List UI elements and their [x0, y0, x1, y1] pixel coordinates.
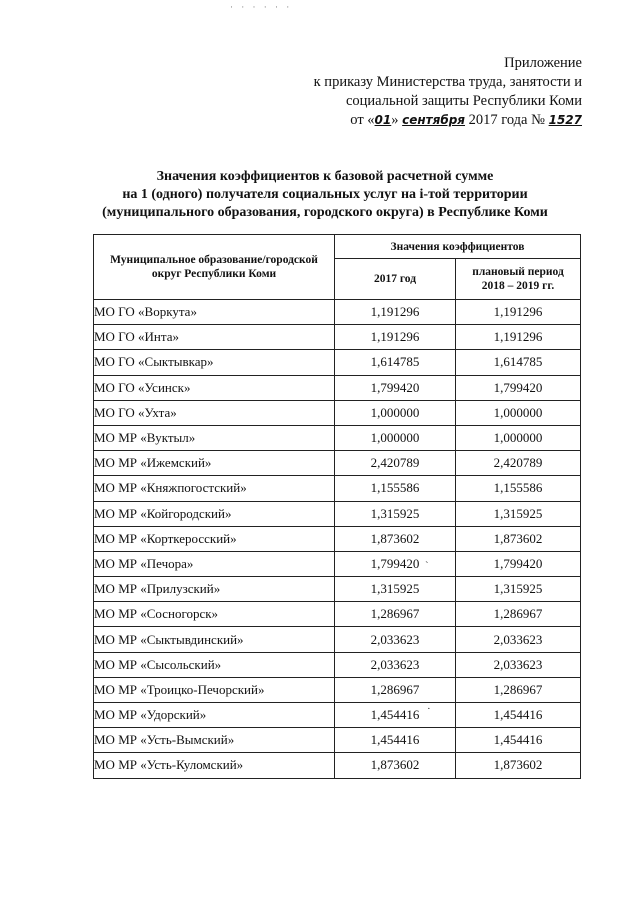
header-coefficients: Значения коэффициентов: [335, 235, 581, 259]
value-2017-cell: 2,420789: [335, 451, 456, 476]
value-plan-cell: 1,000000: [456, 400, 581, 425]
value-plan-cell: 1,799420: [456, 551, 581, 576]
header-2017: 2017 год: [335, 259, 456, 300]
table-row: [94, 375, 581, 400]
table-row: [94, 703, 581, 728]
value-plan-cell: 2,033623: [456, 652, 581, 677]
municipality-cell: МО МР «Корткеросский»: [94, 526, 335, 551]
table-row: [94, 400, 581, 425]
value-plan-cell: 1,286967: [456, 677, 581, 702]
value-plan-cell: 1,799420: [456, 375, 581, 400]
table-row: [94, 728, 581, 753]
table-row: [94, 476, 581, 501]
value-2017-cell: 1,286967: [335, 677, 456, 702]
table-row: [94, 677, 581, 702]
value-plan-cell: 1,454416: [456, 728, 581, 753]
value-2017-cell: 1,873602: [335, 526, 456, 551]
value-plan-cell: 1,191296: [456, 300, 581, 325]
title-line-2: на 1 (одного) получателя социальных услуг на i-той территории: [122, 187, 528, 202]
municipality-cell: МО МР «Ижемский»: [94, 451, 335, 476]
value-2017-cell: 2,033623: [335, 627, 456, 652]
value-2017-cell: 1,799420: [335, 551, 456, 576]
header-plan-line2: 2018 – 2019 гг.: [481, 280, 555, 292]
municipality-cell: МО МР «Печора»: [94, 551, 335, 576]
value-2017-cell: 1,000000: [335, 400, 456, 425]
appendix-header: [242, 54, 582, 130]
municipality-cell: МО МР «Койгородский»: [94, 501, 335, 526]
municipality-cell: МО ГО «Воркута»: [94, 300, 335, 325]
appendix-ministry: социальной защиты Республики Коми: [345, 93, 582, 109]
municipality-cell: МО МР «Княжпогостский»: [94, 476, 335, 501]
table-row: [94, 577, 581, 602]
header-municipality: Муниципальное образование/городской округ Республики Коми: [94, 235, 335, 300]
table-body: [94, 300, 581, 779]
municipality-cell: МО МР «Сысольский»: [94, 652, 335, 677]
table-row: [94, 652, 581, 677]
municipality-cell: МО ГО «Усинск»: [94, 375, 335, 400]
municipality-cell: МО ГО «Сыктывкар»: [94, 350, 335, 375]
table-row: [94, 753, 581, 778]
municipality-cell: МО ГО «Ухта»: [94, 400, 335, 425]
value-2017-cell: 1,286967: [335, 602, 456, 627]
value-plan-cell: 1,286967: [456, 602, 581, 627]
table-row: [94, 551, 581, 576]
value-plan-cell: 1,191296: [456, 325, 581, 350]
table-row: [94, 602, 581, 627]
value-2017-cell: 2,033623: [335, 652, 456, 677]
municipality-cell: МО МР «Сосногорск»: [94, 602, 335, 627]
value-plan-cell: 1,155586: [456, 476, 581, 501]
municipality-cell: МО МР «Прилузский»: [94, 577, 335, 602]
value-2017-cell: 1,315925: [335, 577, 456, 602]
title-line-3: (муниципального образования, городского округа) в Республике Коми: [102, 205, 548, 220]
title-line-1: Значения коэффициентов к базовой расчетной сумме: [156, 169, 494, 184]
municipality-cell: МО МР «Усть-Куломский»: [94, 753, 335, 778]
value-plan-cell: 1,614785: [456, 350, 581, 375]
document-title: [60, 168, 590, 222]
table-row: [94, 451, 581, 476]
value-2017-cell: 1,873602: [335, 753, 456, 778]
value-2017-cell: 1,454416: [335, 703, 456, 728]
date-year: 2017 года №: [468, 112, 545, 128]
value-plan-cell: 1,454416: [456, 703, 581, 728]
value-plan-cell: 1,873602: [456, 753, 581, 778]
value-2017-cell: 1,454416: [335, 728, 456, 753]
header-plan-period: [456, 259, 581, 300]
table-row: [94, 526, 581, 551]
date-day: 01: [374, 113, 392, 127]
value-2017-cell: 1,000000: [335, 425, 456, 450]
table-row: [94, 425, 581, 450]
municipality-cell: МО ГО «Инта»: [94, 325, 335, 350]
value-2017-cell: 1,799420: [335, 375, 456, 400]
header-plan-line1: плановый период: [472, 266, 564, 278]
value-plan-cell: 1,315925: [456, 577, 581, 602]
table-row: [94, 325, 581, 350]
value-2017-cell: 1,191296: [335, 325, 456, 350]
value-2017-cell: 1,191296: [335, 300, 456, 325]
value-2017-cell: 1,155586: [335, 476, 456, 501]
table-row: [94, 350, 581, 375]
scan-speck: ·: [427, 703, 431, 715]
appendix-order-ref: к приказу Министерства труда, занятости и: [313, 74, 582, 90]
municipality-cell: МО МР «Вуктыл»: [94, 425, 335, 450]
table-row: [94, 300, 581, 325]
municipality-cell: МО МР «Удорский»: [94, 703, 335, 728]
table-row: [94, 501, 581, 526]
municipality-cell: МО МР «Усть-Вымский»: [94, 728, 335, 753]
scan-speck: ˋ: [425, 560, 429, 572]
coefficients-table: [93, 234, 581, 779]
date-mid: »: [391, 112, 399, 128]
value-2017-cell: 1,614785: [335, 350, 456, 375]
order-number: 1527: [548, 113, 582, 127]
date-prefix: от «: [350, 112, 375, 128]
value-2017-cell: 1,315925: [335, 501, 456, 526]
value-plan-cell: 2,033623: [456, 627, 581, 652]
value-plan-cell: 1,000000: [456, 425, 581, 450]
value-plan-cell: 1,873602: [456, 526, 581, 551]
scan-artifact: · · · · · ·: [230, 2, 293, 12]
municipality-cell: МО МР «Троицко-Печорский»: [94, 677, 335, 702]
table-row: [94, 627, 581, 652]
value-plan-cell: 1,315925: [456, 501, 581, 526]
municipality-cell: МО МР «Сыктывдинский»: [94, 627, 335, 652]
appendix-label: Приложение: [504, 55, 582, 71]
value-plan-cell: 2,420789: [456, 451, 581, 476]
date-month: сентября: [402, 113, 466, 127]
appendix-date-line: [242, 111, 582, 130]
